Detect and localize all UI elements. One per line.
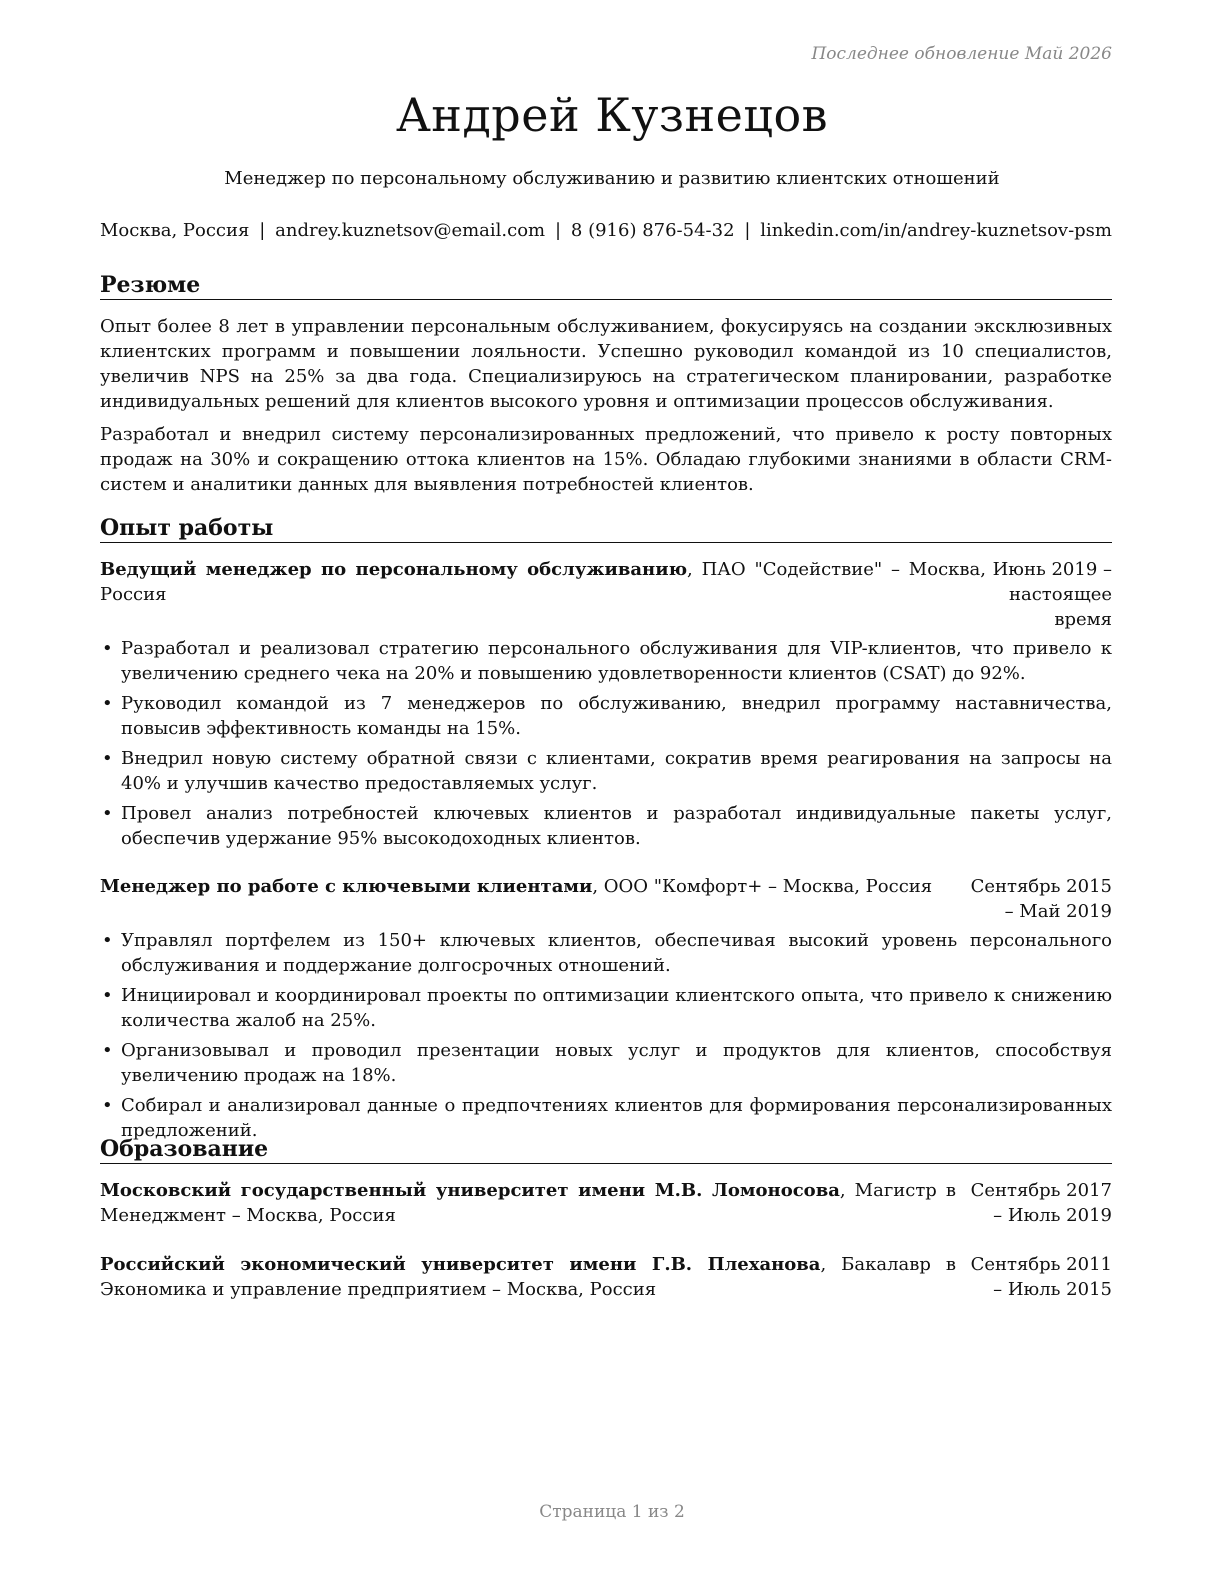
contact-bar	[100, 220, 1112, 241]
education-title-line	[100, 1178, 956, 1228]
section-title-summary: Резюме	[100, 272, 1112, 300]
summary-paragraph: Разработал и внедрил систему персонализированных предложений, что привело к росту повторных продаж на 30% и сокращению оттока клиентов на 15%. Обладаю глубокими знаниями в области CRM-систем и аналитики данных для выявления потребностей клиентов.	[100, 424, 1112, 495]
job-dates: Сентябрь 2015 – Май 2019	[970, 876, 1112, 922]
job-position: Менеджер по работе с ключевыми клиентами	[100, 876, 593, 897]
job-title-line	[100, 557, 986, 607]
contact-separator: |	[744, 220, 751, 241]
education-degree: , Бакалавр в Экономика и управление предприятием – Москва, Россия	[100, 1254, 957, 1300]
job-company: , ООО "Комфорт+ – Москва, Россия	[592, 876, 933, 897]
contact-linkedin[interactable]: linkedin.com/in/andrey-kuznetsov-psm	[760, 220, 1112, 241]
contact-separator: |	[259, 220, 266, 241]
education-degree: , Магистр в Менеджмент – Москва, Россия	[100, 1180, 957, 1226]
job-bullet: • Разработал и реализовал стратегию персонального обслуживания для VIP-клиентов, что привело к увеличению среднего чека на 20% и повышению удовлетворенности клиентов (CSAT) до 92%.	[100, 636, 1112, 686]
job-position: Ведущий менеджер по персональному обслуживанию	[100, 559, 688, 580]
contact-phone[interactable]: 8 (916) 876-54-32	[570, 220, 735, 241]
summary-section	[100, 272, 1112, 505]
education-institution: Российский экономический университет имени Г.В. Плеханова	[100, 1254, 821, 1275]
education-dates: Сентябрь 2011 – Июль 2015	[970, 1254, 1112, 1300]
education-dates: Сентябрь 2017 – Июль 2019	[970, 1180, 1112, 1226]
job-bullets	[100, 636, 1112, 851]
job-bullet: • Собирал и анализировал данные о предпочтениях клиентов для формирования персонализированных предложений.	[100, 1093, 1112, 1143]
job-entry	[100, 874, 1112, 1143]
job-bullet: • Организовывал и проводил презентации новых услуг и продуктов для клиентов, способствуя увеличению продаж на 18%.	[100, 1038, 1112, 1088]
experience-section	[100, 515, 1112, 1148]
job-entry	[100, 557, 1112, 851]
job-bullet: • Управлял портфелем из 150+ ключевых клиентов, обеспечивая высокий уровень персонального обслуживания и поддержание долгосрочных отношений.	[100, 928, 1112, 978]
summary-paragraph: Опыт более 8 лет в управлении персональным обслуживанием, фокусируясь на создании эксклюзивных клиентских программ и повышении лояльности. Успешно руководил командой из 10 специалистов, увеличив NPS на 25% за два года. Специализируюсь на стратегическом планировании, разработке индивидуальных решений для клиентов высокого уровня и оптимизации процессов обслуживания.	[100, 316, 1112, 412]
job-header	[100, 874, 1112, 924]
education-entry	[100, 1178, 1112, 1228]
job-bullet: • Руководил командой из 7 менеджеров по обслуживанию, внедрил программу наставничества, повысив эффективность команды на 15%.	[100, 691, 1112, 741]
contact-email[interactable]: andrey.kuznetsov@email.com	[275, 220, 546, 241]
education-institution: Московский государственный университет имени М.В. Ломоносова	[100, 1180, 840, 1201]
education-section	[100, 1136, 1112, 1302]
section-title-education: Образование	[100, 1136, 1112, 1164]
contact-location: Москва, Россия	[100, 220, 250, 241]
job-bullet: • Провел анализ потребностей ключевых клиентов и разработал индивидуальные пакеты услуг, обеспечив удержание 95% высокодоходных клиентов.	[100, 801, 1112, 851]
job-title-line	[100, 874, 956, 899]
job-header	[100, 557, 1112, 632]
contact-separator: |	[554, 220, 562, 241]
job-bullet: • Инициировал и координировал проекты по оптимизации клиентского опыта, что привело к снижению количества жалоб на 25%.	[100, 983, 1112, 1033]
candidate-headline: Менеджер по персональному обслуживанию и развитию клиентских отношений	[224, 168, 1000, 189]
job-bullet: • Внедрил новую систему обратной связи с клиентами, сократив время реагирования на запросы на 40% и улучшив качество предоставляемых услуг.	[100, 746, 1112, 796]
last-updated: Последнее обновление Май 2026	[811, 44, 1112, 64]
education-entry	[100, 1252, 1112, 1302]
section-title-experience: Опыт работы	[100, 515, 1112, 543]
candidate-name: Андрей Кузнецов	[395, 88, 829, 142]
job-dates: Июнь 2019 – настоящее время	[992, 559, 1112, 630]
education-title-line	[100, 1252, 956, 1302]
job-bullets	[100, 928, 1112, 1143]
page-indicator: Страница 1 из 2	[539, 1502, 685, 1522]
job-company: , ПАО "Содействие" – Москва, Россия	[100, 559, 986, 605]
